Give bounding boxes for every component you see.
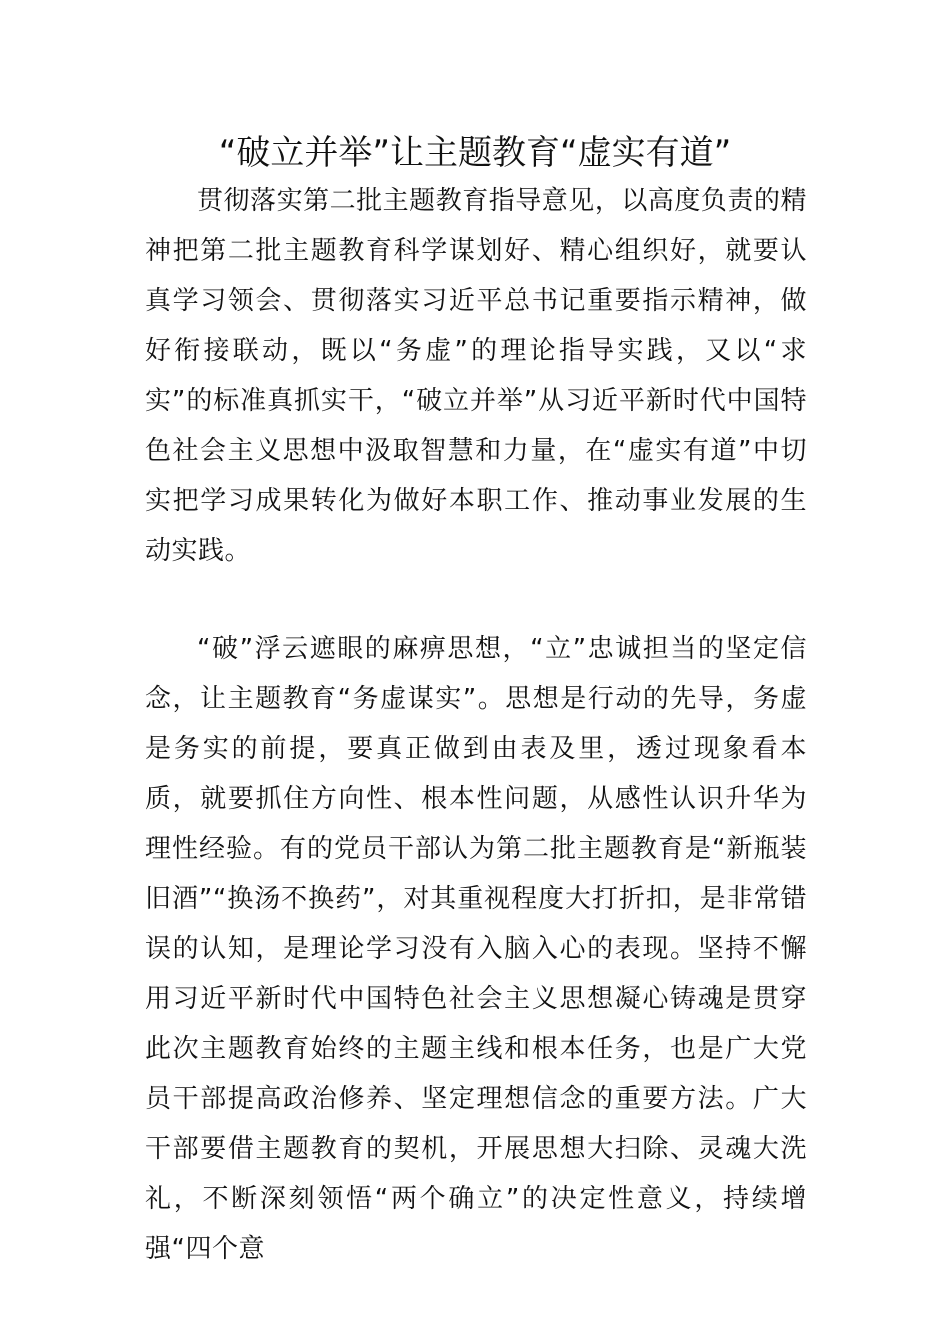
document-title: “破立并举”让主题教育“虚实有道” xyxy=(218,133,732,173)
paragraph-2: “破”浮云遮眼的麻痹思想，“立”忠诚担当的坚定信念，让主题教育“务虚谋实”。思想是行动的先导，务虚是务实的前提，要真正做到由表及里，透过现象看本质，就要抓住方向性、根本性问题，从感性认识升华为理性经验。有的党员干部认为第二批主题教育是“新瓶装旧酒”“换汤不换药”，对其重视程度大打折扣，是非常错误的认知，是理论学习没有入脑入心的表现。坚持不懈用习近平新时代中国特色社会主义思想凝心铸魂是贯穿此次主题教育始终的主题主线和根本任务，也是广大党员干部提高政治修养、坚定理想信念的重要方法。广大干部要借主题教育的契机，开展思想大扫除、灵魂大洗礼，不断深刻领悟“两个确立”的决定性意义，持续增强“四个意 xyxy=(145,634,807,1264)
paragraph-1: 贯彻落实第二批主题教育指导意见，以高度负责的精神把第二批主题教育科学谋划好、精心组织好，就要认真学习领会、贯彻落实习近平总书记重要指示精神，做好衔接联动，既以“务虚”的理论指导实践，又以“求实”的标准真抓实干，“破立并举”从习近平新时代中国特色社会主义思想中汲取智慧和力量，在“虚实有道”中切实把学习成果转化为做好本职工作、推动事业发展的生动实践。 xyxy=(145,186,807,566)
